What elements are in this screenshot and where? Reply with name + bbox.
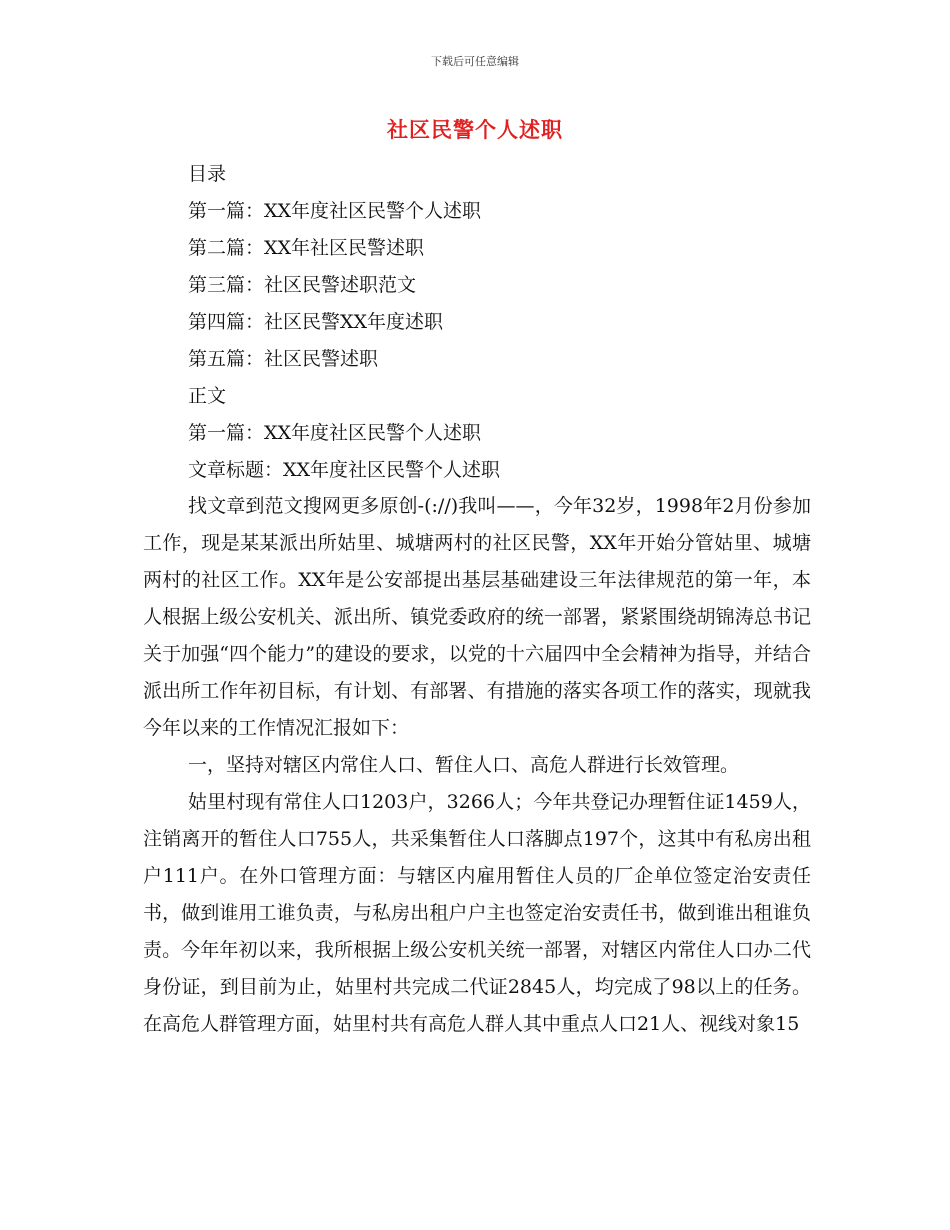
toc-heading: 目录 (188, 163, 227, 185)
table-of-contents (188, 156, 828, 489)
document-title: 社区民警个人述职 (387, 117, 563, 142)
document-body (143, 488, 811, 1043)
toc-item: 第四篇：社区民警XX年度述职 (188, 311, 444, 333)
body-paragraph: 一，坚持对辖区内常住人口、暂住人口、高危人群进行长效管理。 (188, 754, 740, 776)
page-header-note: 下载后可任意编辑 (431, 55, 519, 68)
toc-item: 第二篇：XX年社区民警述职 (188, 237, 425, 259)
body-paragraph: 找文章到范文搜网更多原创-(://)我叫——，今年32岁，1998年2月份参加工作，现是某某派出所姑里、城塘两村的社区民警，XX年开始分管姑里、城塘两村的社区工作。XX年是公安部提出基层基础建设三年法律规范的第一年，本人根据上级公安机关、派出所、镇党委政府的统一部署，紧紧围绕胡锦涛总书记关于加强“四个能力”的建设的要求，以党的十六届四中全会精神为指导，并结合派出所工作年初目标，有计划、有部署、有措施的落实各项工作的落实，现就我今年以来的工作情况汇报如下： (143, 495, 811, 739)
toc-item: 第一篇：XX年度社区民警个人述职 (188, 200, 482, 222)
toc-item: 第三篇：社区民警述职范文 (188, 274, 417, 296)
body-heading: 正文 (188, 385, 227, 407)
article-title-line: 文章标题：XX年度社区民警个人述职 (188, 459, 501, 481)
body-paragraph: 姑里村现有常住人口1203户，3266人；今年共登记办理暂住证1459人，注销离开的暂住人口755人，共采集暂住人口落脚点197个，这其中有私房出租户111户。在外口管理方面：与辖区内雇用暂住人员的厂企单位签定治安责任书，做到谁用工谁负责，与私房出租户户主也签定治安责任书，做到谁出租谁负责。今年年初以来，我所根据上级公安机关统一部署，对辖区内常住人口办二代身份证，到目前为止，姑里村共完成二代证2845人，均完成了98以上的任务。在高危人群管理方面，姑里村共有高危人群人其中重点人口21人、视线对象15 (143, 791, 811, 1035)
section-heading: 第一篇：XX年度社区民警个人述职 (188, 422, 482, 444)
toc-item: 第五篇：社区民警述职 (188, 348, 379, 370)
